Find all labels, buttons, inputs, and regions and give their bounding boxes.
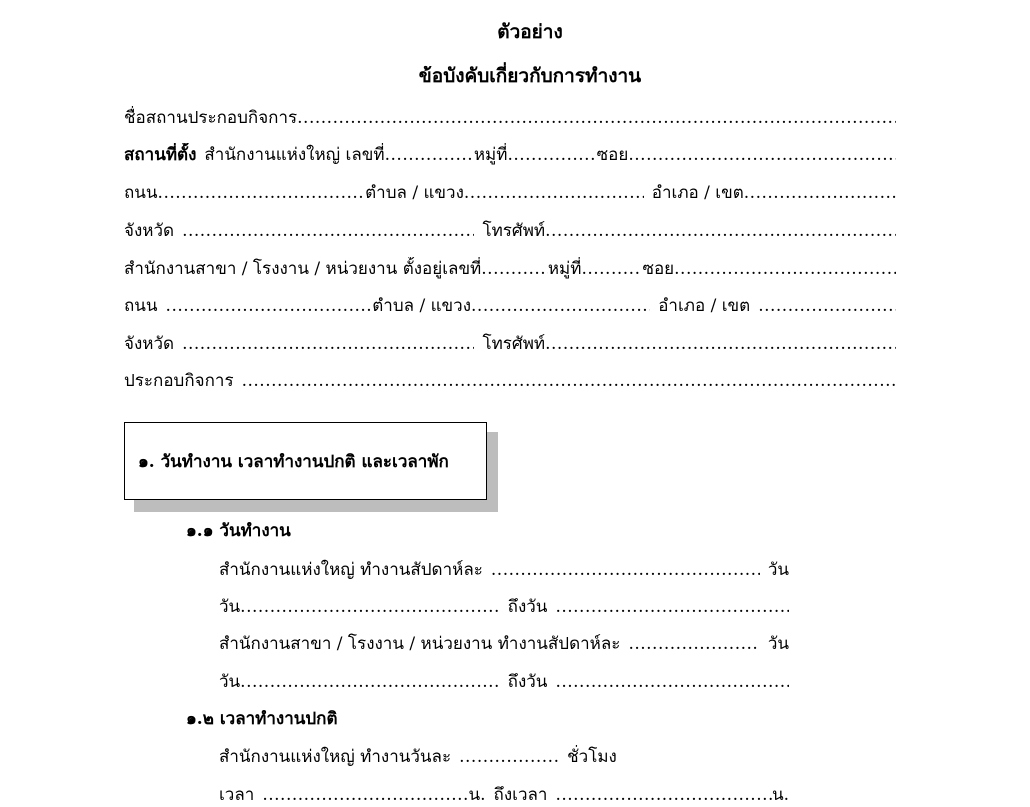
section1-heading: ๑. วันทำงาน เวลาทำงานปกติ และเวลาพัก: [138, 451, 449, 472]
branch-workdays-row: [219, 632, 789, 656]
head-office-workdays-label: สำนักงานแห่งใหญ่ ทำงานสัปดาห์ละ: [219, 560, 483, 580]
phone-label: โทรศัพท์: [482, 221, 546, 241]
head-office-road-row: [124, 181, 896, 205]
branch-road-field[interactable]: [166, 294, 373, 318]
time-to-unit-label: น.: [771, 785, 789, 805]
head-office-amphoe-field[interactable]: [744, 181, 896, 205]
branch-to-day-label: ถึงวัน: [507, 672, 548, 692]
branch-address-row: [124, 257, 896, 281]
branch-province-field[interactable]: [182, 332, 474, 356]
head-office-road-field[interactable]: [158, 181, 366, 205]
head-office-day-to-field[interactable]: [555, 595, 789, 619]
document-subtitle: ข้อบังคับเกี่ยวกับการทำงาน: [418, 65, 642, 87]
province-label: จังหวัด: [124, 221, 175, 241]
section1-1-heading: ๑.๑ วันทำงาน: [186, 521, 291, 541]
head-office-phone-field[interactable]: [545, 219, 896, 243]
branch-amphoe-field[interactable]: [758, 294, 896, 318]
business-type-label: ประกอบกิจการ: [124, 371, 234, 391]
branch-tambon-label: ตำบล / แขวง: [372, 296, 472, 316]
business-name-row: [124, 106, 896, 130]
branch-day-from-label: วัน: [219, 672, 241, 692]
branch-moo-label: หมู่ที่: [547, 259, 582, 279]
branch-soi-field[interactable]: [674, 257, 896, 281]
head-office-province-row: [124, 219, 896, 243]
section1-2-heading: ๑.๒ เวลาทำงานปกติ: [186, 709, 338, 729]
branch-day-to-field[interactable]: [555, 670, 789, 694]
business-type-row: [124, 369, 896, 393]
branch-phone-label: โทรศัพท์: [482, 334, 546, 354]
head-office-time-to-field[interactable]: [555, 783, 772, 807]
branch-day-range-row: [219, 670, 789, 694]
soi-label: ซอย: [596, 145, 629, 165]
head-office-workdays-row: [219, 558, 789, 582]
head-office-address-row: [124, 143, 896, 167]
tambon-label: ตำบล / แขวง: [365, 183, 464, 203]
head-office-time-from-field[interactable]: [262, 783, 468, 807]
branch-day-from-field[interactable]: [240, 670, 500, 694]
road-label: ถนน: [124, 183, 158, 203]
head-office-workdays-field[interactable]: [491, 558, 760, 582]
time-from-unit-label: น.: [468, 785, 486, 805]
branch-number-field[interactable]: [481, 257, 548, 281]
moo-label: หมู่ที่: [473, 145, 508, 165]
amphoe-label: อำเภอ / เขต: [651, 183, 744, 203]
document-title: ตัวอย่าง: [497, 21, 563, 43]
branch-road-row: [124, 294, 896, 318]
head-office-province-field[interactable]: [182, 219, 474, 243]
head-office-day-range-row: [219, 595, 789, 619]
branch-tambon-field[interactable]: [471, 294, 650, 318]
branch-workdays-field[interactable]: [628, 632, 759, 656]
branch-soi-label: ซอย: [642, 259, 675, 279]
head-office-moo-field[interactable]: [507, 143, 596, 167]
branch-workdays-label: สำนักงานสาขา / โรงงาน / หน่วยงาน ทำงานสัปดาห์ละ: [219, 634, 621, 654]
head-office-soi-field[interactable]: [628, 143, 896, 167]
branch-amphoe-label: อำเภอ / เขต: [658, 296, 751, 316]
branch-moo-field[interactable]: [581, 257, 642, 281]
time-from-label: เวลา: [219, 785, 255, 805]
head-office-hours-field[interactable]: [459, 745, 559, 769]
head-office-hours-label: สำนักงานแห่งใหญ่ ทำงานวันละ: [219, 747, 452, 767]
day-from-label: วัน: [219, 597, 241, 617]
head-office-number-field[interactable]: [385, 143, 474, 167]
branch-road-label: ถนน: [124, 296, 158, 316]
branch-province-label: จังหวัด: [124, 334, 175, 354]
head-office-time-range-row: [219, 783, 789, 807]
head-office-number-label: สำนักงานแห่งใหญ่ เลขที่: [204, 145, 385, 165]
hours-unit-label: ชั่วโมง: [567, 747, 617, 767]
head-office-day-from-field[interactable]: [240, 595, 500, 619]
location-label: สถานที่ตั้ง: [124, 145, 197, 165]
branch-day-unit-label: วัน: [767, 634, 789, 654]
section1-heading-box: [124, 422, 487, 500]
business-name-field[interactable]: [297, 106, 896, 130]
to-time-label: ถึงเวลา: [493, 785, 548, 805]
business-name-label: ชื่อสถานประกอบกิจการ: [124, 108, 298, 128]
to-day-label: ถึงวัน: [507, 597, 548, 617]
business-type-field[interactable]: [242, 369, 896, 393]
branch-number-label: สำนักงานสาขา / โรงงาน / หน่วยงาน ตั้งอยู่เลขที่: [124, 259, 482, 279]
head-office-tambon-field[interactable]: [464, 181, 644, 205]
branch-phone-field[interactable]: [545, 332, 896, 356]
head-office-hours-row: [219, 745, 789, 769]
day-unit-label: วัน: [767, 560, 789, 580]
branch-province-row: [124, 332, 896, 356]
